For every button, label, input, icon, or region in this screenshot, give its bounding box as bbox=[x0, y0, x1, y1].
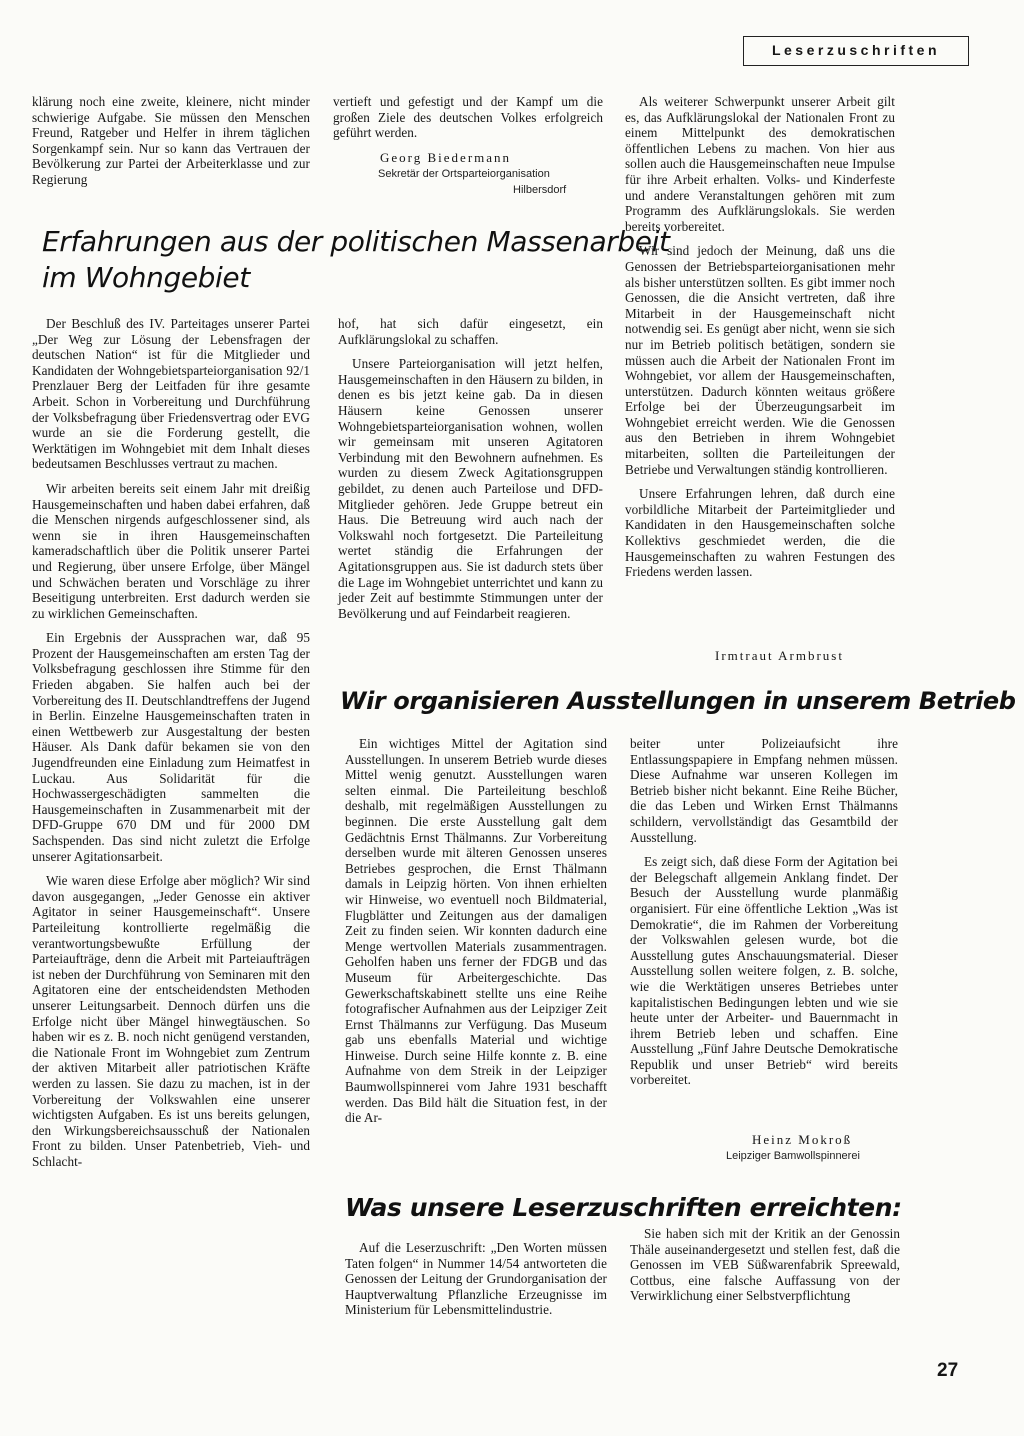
page-number: 27 bbox=[937, 1360, 959, 1381]
paragraph: hof, hat sich dafür eingesetzt, ein Aufklärungslokal zu schaffen. bbox=[338, 316, 603, 347]
paragraph: Wie waren diese Erfolge aber möglich? Wir sind davon ausgegangen, „Jeder Genosse ein aktiver Agitator in seiner Hausgemeinschaft“. Unsere Parteileitung kontrollierte regelmäßig die verantwortungsbewußte Erfüllung der Parteiaufträge, denn die Arbeit mit Parteiaufträgen ist neben der Durchführung von Seminaren mit den Agitatoren eine der entscheidendsten Methoden unserer Leitungsarbeit. Dennoch dürfen uns die Erfolge nicht über Mängel hinwegtäuschen. So haben wir es z. B. noch nicht genügend verstanden, die Nationale Front im Wohngebiet zum Zentrum der aktiven Mitarbeit aller patriotischen Kräfte werden zu lassen. Sie dazu zu machen, ist in der Vorbereitung der Volkswahlen eine unserer wichtigsten Aufgaben. Es ist uns bereits gelungen, den Wirkungsbereichsausschuß der Nationalen Front zu bilden. Unser Patenbetrieb, Vieh- und Schlacht- bbox=[32, 873, 310, 1169]
article2-column-2 bbox=[345, 736, 607, 1126]
paragraph: klärung noch eine zweite, kleinere, nicht minder schwierige Aufgabe. Sie müssen den Menschen Freund, Ratgeber und Helfer in ihrem täglichen Sorgenkampf sein. Nur so kann das Vertrauen der Bevölkerung zur Partei der Arbeiterklasse und zur Regierung bbox=[32, 94, 310, 187]
author-affiliation: Sekretär der Ortsparteiorganisation bbox=[378, 168, 550, 180]
paragraph: Unsere Parteiorganisation will jetzt helfen, Hausgemeinschaften in den Häusern zu bilden, in denen es bis jetzt keine gab. Da in diesen Häusern keine Genossen unserer Wohngebietsparteiorganisation wohnen, wollen wir gemeinsam mit unseren Agitatoren Verbindung mit den Bewohnern aufnehmen. Es wurden zu diesem Zweck Agitationsgruppen gebildet, zu denen auch Parteilose und DFD-Mitglieder gehören. Jede Gruppe betreut ein Haus. Die Betreuung wird auch nach der Volkswahl noch fortgesetzt. Die Parteileitung wertet ständig die Erfahrungen der Agitationsgruppen aus. Sie ist dadurch stets über die Lage im Wohngebiet unterrichtet und kann zu jeder Zeit auf bestimmte Stimmungen unter der Bevölkerung und auf Feindarbeit reagieren. bbox=[338, 356, 603, 621]
article3-column-3 bbox=[630, 1226, 900, 1304]
paragraph: vertieft und gefestigt und der Kampf um die großen Ziele des deutschen Volkes erfolgreich geführt werden. bbox=[333, 94, 603, 141]
top-article-column-1 bbox=[32, 94, 310, 188]
author-affiliation: Leipziger Bamwollspinnerei bbox=[726, 1150, 860, 1162]
paragraph: Auf die Leserzuschrift: „Den Worten müssen Taten folgen“ in Nummer 14/54 antworteten die Genossen der Leitung der Grundorganisation der Hauptverwaltung Pflanzliche Erzeugnisse im Ministerium für Lebensmittelindustrie. bbox=[345, 1240, 607, 1318]
paragraph: Wir arbeiten bereits seit einem Jahr mit dreißig Hausgemeinschaften und haben dabei erfahren, daß die Menschen nirgends aufgeschlossener sind, als wenn sie in ihren Hausgemeinschaften kameradschaftlich über die Politik unserer Partei und Regierung, über unsere Erfolge, über Mängel und Schwächen beraten und Vorschläge zu ihrer Beseitigung unterbreiten. Erst dadurch werden sie zu wirklichen Gemeinschaften. bbox=[32, 480, 310, 621]
headline-line: Erfahrungen aus der politischen Massenarbeit bbox=[42, 225, 670, 258]
author-affiliation: Hilbersdorf bbox=[513, 184, 567, 196]
section-rubric: Leserzuschriften bbox=[743, 36, 969, 66]
article-headline: Wir organisieren Ausstellungen in unserem Betrieb bbox=[340, 687, 1016, 715]
paragraph: beiter unter Polizeiaufsicht ihre Entlassungspapiere in Empfang nehmen müssen. Diese Aufnahme war unseren Kollegen im Betrieb bisher nicht bekannt. Eine Reihe Bücher, die das Leben und Wirken Ernst Thälmanns schildern, vervollständigt das Gesamtbild der Ausstellung. bbox=[630, 736, 898, 845]
author-signature: Irmtraut Armbrust bbox=[715, 648, 844, 663]
article1-column-3 bbox=[625, 94, 895, 580]
article2-column-3 bbox=[630, 736, 898, 1088]
paragraph: Wir sind jedoch der Meinung, daß uns die Genossen der Betriebsparteiorganisationen mehr als bisher unterstützen sollten. Es gibt immer noch Genossen, die die Ansicht vertreten, daß ihre Mitarbeit in der Hausgemeinschaft nicht notwendig sei. Es genügt aber nicht, wenn sie sich nur im Betrieb politisch betätigen, sondern sie müssen auch die Arbeit der Nationalen Front im Wohngebiet, vor allem der Hausgemeinschaften, unterstützen. Dadurch könnten weitaus größere Erfolge bei der Überzeugungsarbeit im Wohngebiet erreicht werden. Wie die Genossen aus den Betrieben in ihrem Wohngebiet mitarbeiten, sollten die Parteileitungen der Betriebe und Verwaltungen ständig kontrollieren. bbox=[625, 243, 895, 477]
paragraph: Der Beschluß des IV. Parteitages unserer Partei „Der Weg zur Lösung der Lebensfragen der deutschen Nation“ ist für die Mitglieder und Kandidaten der Wohngebietsparteiorganisation 92/1 Prenzlauer Berg der Leitfaden für ihre gesamte Arbeit. Schon in Vorbereitung und Durchführung der Volksbefragung über Friedensvertrag oder EVG wurde an sie die Forderung gestellt, die Werktätigen im Wohngebiet mit dem Inhalt dieses bedeutsamen Beschlusses vertraut zu machen. bbox=[32, 316, 310, 472]
paragraph: Als weiterer Schwerpunkt unserer Arbeit gilt es, das Aufklärungslokal der Nationalen Front zu einem Mittelpunkt des demokratischen öffentlichen Lebens zu machen. Von hier aus sollen auch die Hausgemeinschaften neue Impulse für ihre Arbeit erhalten. Volks- und Kinderfeste und andere Veranstaltungen gehören mit zum Programm des Aufklärungslokals. Sie werden bereits vorbereitet. bbox=[625, 94, 895, 234]
article-headline bbox=[42, 224, 670, 296]
paragraph: Unsere Erfahrungen lehren, daß durch eine vorbildliche Mitarbeit der Parteimitglieder und Kandidaten in den Hausgemeinschaften solche Kollektivs geschmiedet werden, die die Hausgemeinschaften zu wahren Festungen des Friedens werden lassen. bbox=[625, 486, 895, 580]
paragraph: Sie haben sich mit der Kritik an der Genossin Thäle auseinandergesetzt und stellen fest, daß die Genossen im VEB Süßwarenfabrik Spreewald, Cottbus, eine falsche Auffassung von der Verwirklichung einer Selbstverpflichtung bbox=[630, 1226, 900, 1304]
article1-column-2 bbox=[338, 316, 603, 621]
top-article-column-2 bbox=[333, 94, 603, 141]
article1-column-1 bbox=[32, 316, 310, 1169]
paragraph: Ein wichtiges Mittel der Agitation sind Ausstellungen. In unserem Betrieb wurde dieses Mittel wenig genutzt. Ausstellungen waren selten einmal. Die Parteileitung beschloß deshalb, mit regelmäßigen Ausstellungen zu beginnen. Die erste Ausstellung galt dem Gedächtnis Ernst Thälmanns. Zur Vorbereitung derselben wurde mit älteren Genossen unseres Betriebes gesprochen, die Ernst Thälmann damals in Leipzig hörten. Von ihnen erhielten wir Hinweise, wo eventuell noch Bildmaterial, Flugblätter und Zeitungen aus der damaligen Zeit zu finden seien. Wir konnten dadurch eine Menge wertvollen Materials zusammentragen. Geholfen haben uns ferner der FDGB und das Museum für Arbeitergeschichte. Das Gewerkschaftskabinett stellte uns eine Reihe fotografischer Aufnahmen aus der Leipziger Zeit Ernst Thälmanns zur Verfügung. Das Museum gab uns ebenfalls Material und wichtige Hinweise. Durch seine Hilfe konnte z. B. eine Aufnahme von dem Streik in der Leipziger Baumwollspinnerei vom Jahre 1931 beschafft werden. Das Bild hält die Situation fest, in der die Ar- bbox=[345, 736, 607, 1126]
paragraph: Ein Ergebnis der Aussprachen war, daß 95 Prozent der Hausgemeinschaften am ersten Tag der Volksbefragung geschlossen ihre Stimme für den Frieden abgaben. Sie halfen auch bei der Vorbereitung des II. Deutschlandtreffens der Jugend in Berlin. Einzelne Hausgemeinschaften traten in einen Wettbewerb zur Ausgestaltung der besten Häuser. Als Dank dafür bekamen sie von den Jugendfreunden eine Einladung zum Heimatfest in Luckau. Aus Solidarität für die Hochwassergeschädigten sammelten die Hausgemeinschaften in Zusammenarbeit mit der DFD-Gruppe 670 DM und für 2000 DM Sachspenden. Das sind nicht zuletzt die Erfolge unserer Agitationsarbeit. bbox=[32, 630, 310, 864]
article3-column-2 bbox=[345, 1240, 607, 1318]
author-signature: Heinz Mokroß bbox=[752, 1132, 853, 1147]
author-signature: Georg Biedermann bbox=[380, 150, 512, 165]
headline-line: im Wohngebiet bbox=[42, 261, 250, 294]
paragraph: Es zeigt sich, daß diese Form der Agitation bei der Belegschaft allgemein Anklang findet. Der Besuch der Ausstellung wurde planmäßig organisiert. Für eine öffentliche Lektion „Was ist Demokratie“, die im Rahmen der Vorbereitung der Volkswahlen gelesen wurde, bot die Ausstellung gutes Anschauungsmaterial. Dieser Ausstellung sollen weitere folgen, z. B. solche, wie die Werktätigen unseres Betriebes unter kapitalistischen Bedingungen lebten und wie sie heute unter der Arbeiter- und Bauernmacht in ihrem Betrieb leben und schaffen. Eine Ausstellung „Fünf Jahre Deutsche Demokratische Republik und unser Betrieb“ wird bereits vorbereitet. bbox=[630, 854, 898, 1088]
article-headline: Was unsere Leserzuschriften erreichten: bbox=[345, 1193, 902, 1222]
